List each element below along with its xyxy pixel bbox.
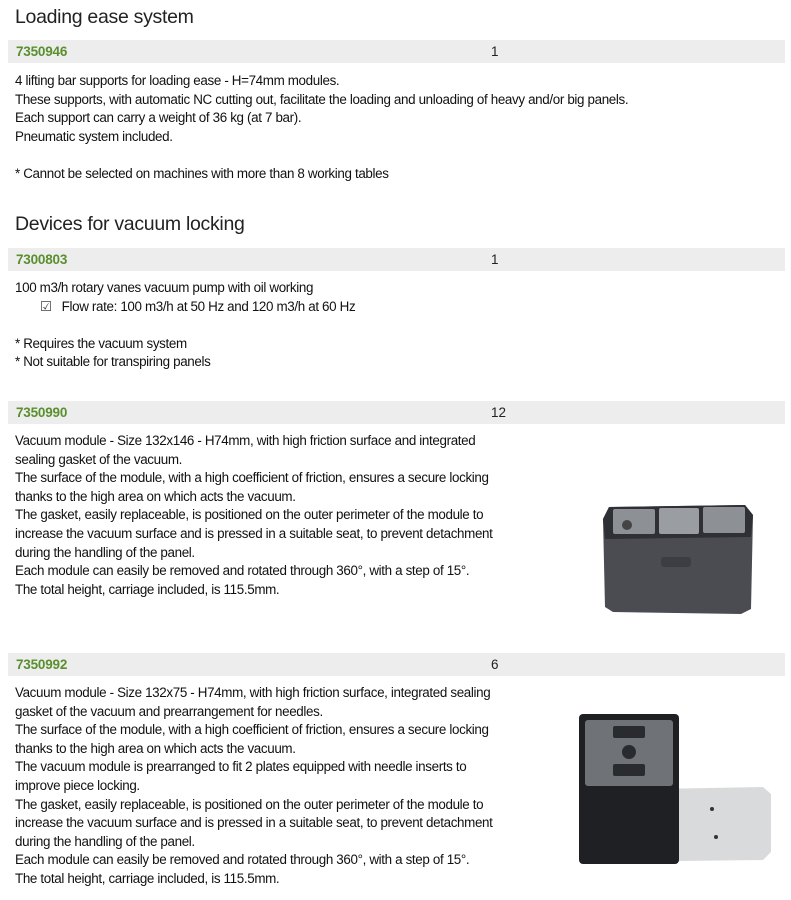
desc-line: The vacuum module is prearranged to fit 2 plates equipped with needle inserts to [15, 759, 467, 775]
desc-line: Pneumatic system included. [15, 128, 173, 144]
item-code: 7300803 [16, 252, 68, 267]
desc-line: Each support can carry a weight of 36 kg (at 7 bar). [15, 110, 302, 126]
desc-line: Each module can easily be removed and rotated through 360°, with a step of 15°. [15, 563, 470, 579]
desc-line: increase the vacuum surface and is pressed in a suitable seat, to prevent detachment [15, 525, 493, 541]
note: * Cannot be selected on machines with more than 8 working tables [15, 165, 389, 181]
checklist-item [15, 298, 355, 317]
desc-line: These supports, with automatic NC cutting out, facilitate the loading and unloading of heavy and/or big panels. [15, 91, 629, 107]
item-qty: 1 [491, 44, 499, 59]
desc-line: The gasket, easily replaceable, is positioned on the outer perimeter of the module to [15, 507, 484, 523]
item-header [8, 248, 785, 271]
desc-line: during the handling of the panel. [15, 544, 195, 560]
item-qty: 6 [491, 657, 499, 672]
item-header [8, 653, 785, 676]
desc-line: The total height, carriage included, is 115.5mm. [15, 870, 280, 886]
item-description [15, 684, 493, 889]
checklist-text: Flow rate: 100 m3/h at 50 Hz and 120 m3/h at 60 Hz [61, 298, 356, 314]
section-title: Loading ease system [15, 6, 194, 28]
item-qty: 12 [491, 405, 507, 420]
desc-line: Each module can easily be removed and rotated through 360°, with a step of 15°. [15, 852, 470, 868]
desc-line: The gasket, easily replaceable, is positioned on the outer perimeter of the module to [15, 796, 484, 812]
item-code: 7350992 [16, 657, 68, 672]
item-header [8, 40, 785, 63]
desc-line: The surface of the module, with a high coefficient of friction, ensures a secure locking [15, 470, 489, 486]
item-description [15, 279, 355, 372]
desc-line: gasket of the vacuum and prearrangement for needles. [15, 703, 323, 719]
desc-line: sealing gasket of the vacuum. [15, 451, 183, 467]
desc-line: improve piece locking. [15, 777, 140, 793]
checkbox-checked-icon: ☑ [40, 298, 52, 314]
desc-line: 100 m3/h rotary vanes vacuum pump with oil working [15, 280, 314, 295]
desc-line: thanks to the high area on which acts the vacuum. [15, 488, 296, 504]
item-header [8, 401, 785, 424]
desc-line: The total height, carriage included, is 115.5mm. [15, 581, 280, 597]
desc-line: 4 lifting bar supports for loading ease - H=74mm modules. [15, 73, 340, 88]
item-code: 7350990 [16, 405, 68, 420]
vacuum-module-image [595, 497, 765, 617]
desc-line: Vacuum module - Size 132x146 - H74mm, with high friction surface and integrated [15, 433, 476, 448]
desc-line: during the handling of the panel. [15, 833, 195, 849]
desc-line: thanks to the high area on which acts the vacuum. [15, 740, 296, 756]
needle-vacuum-module-image [575, 712, 775, 872]
item-code: 7350946 [16, 44, 68, 59]
desc-line: increase the vacuum surface and is pressed in a suitable seat, to prevent detachment [15, 815, 493, 831]
section-title: Devices for vacuum locking [15, 213, 245, 235]
desc-line: The surface of the module, with a high coefficient of friction, ensures a secure locking [15, 722, 489, 738]
item-description [15, 72, 628, 184]
desc-line: Vacuum module - Size 132x75 - H74mm, with high friction surface, integrated sealing [15, 685, 491, 700]
note: * Not suitable for transpiring panels [15, 354, 211, 370]
item-description [15, 432, 493, 599]
note: * Requires the vacuum system [15, 335, 187, 351]
item-qty: 1 [491, 252, 499, 267]
